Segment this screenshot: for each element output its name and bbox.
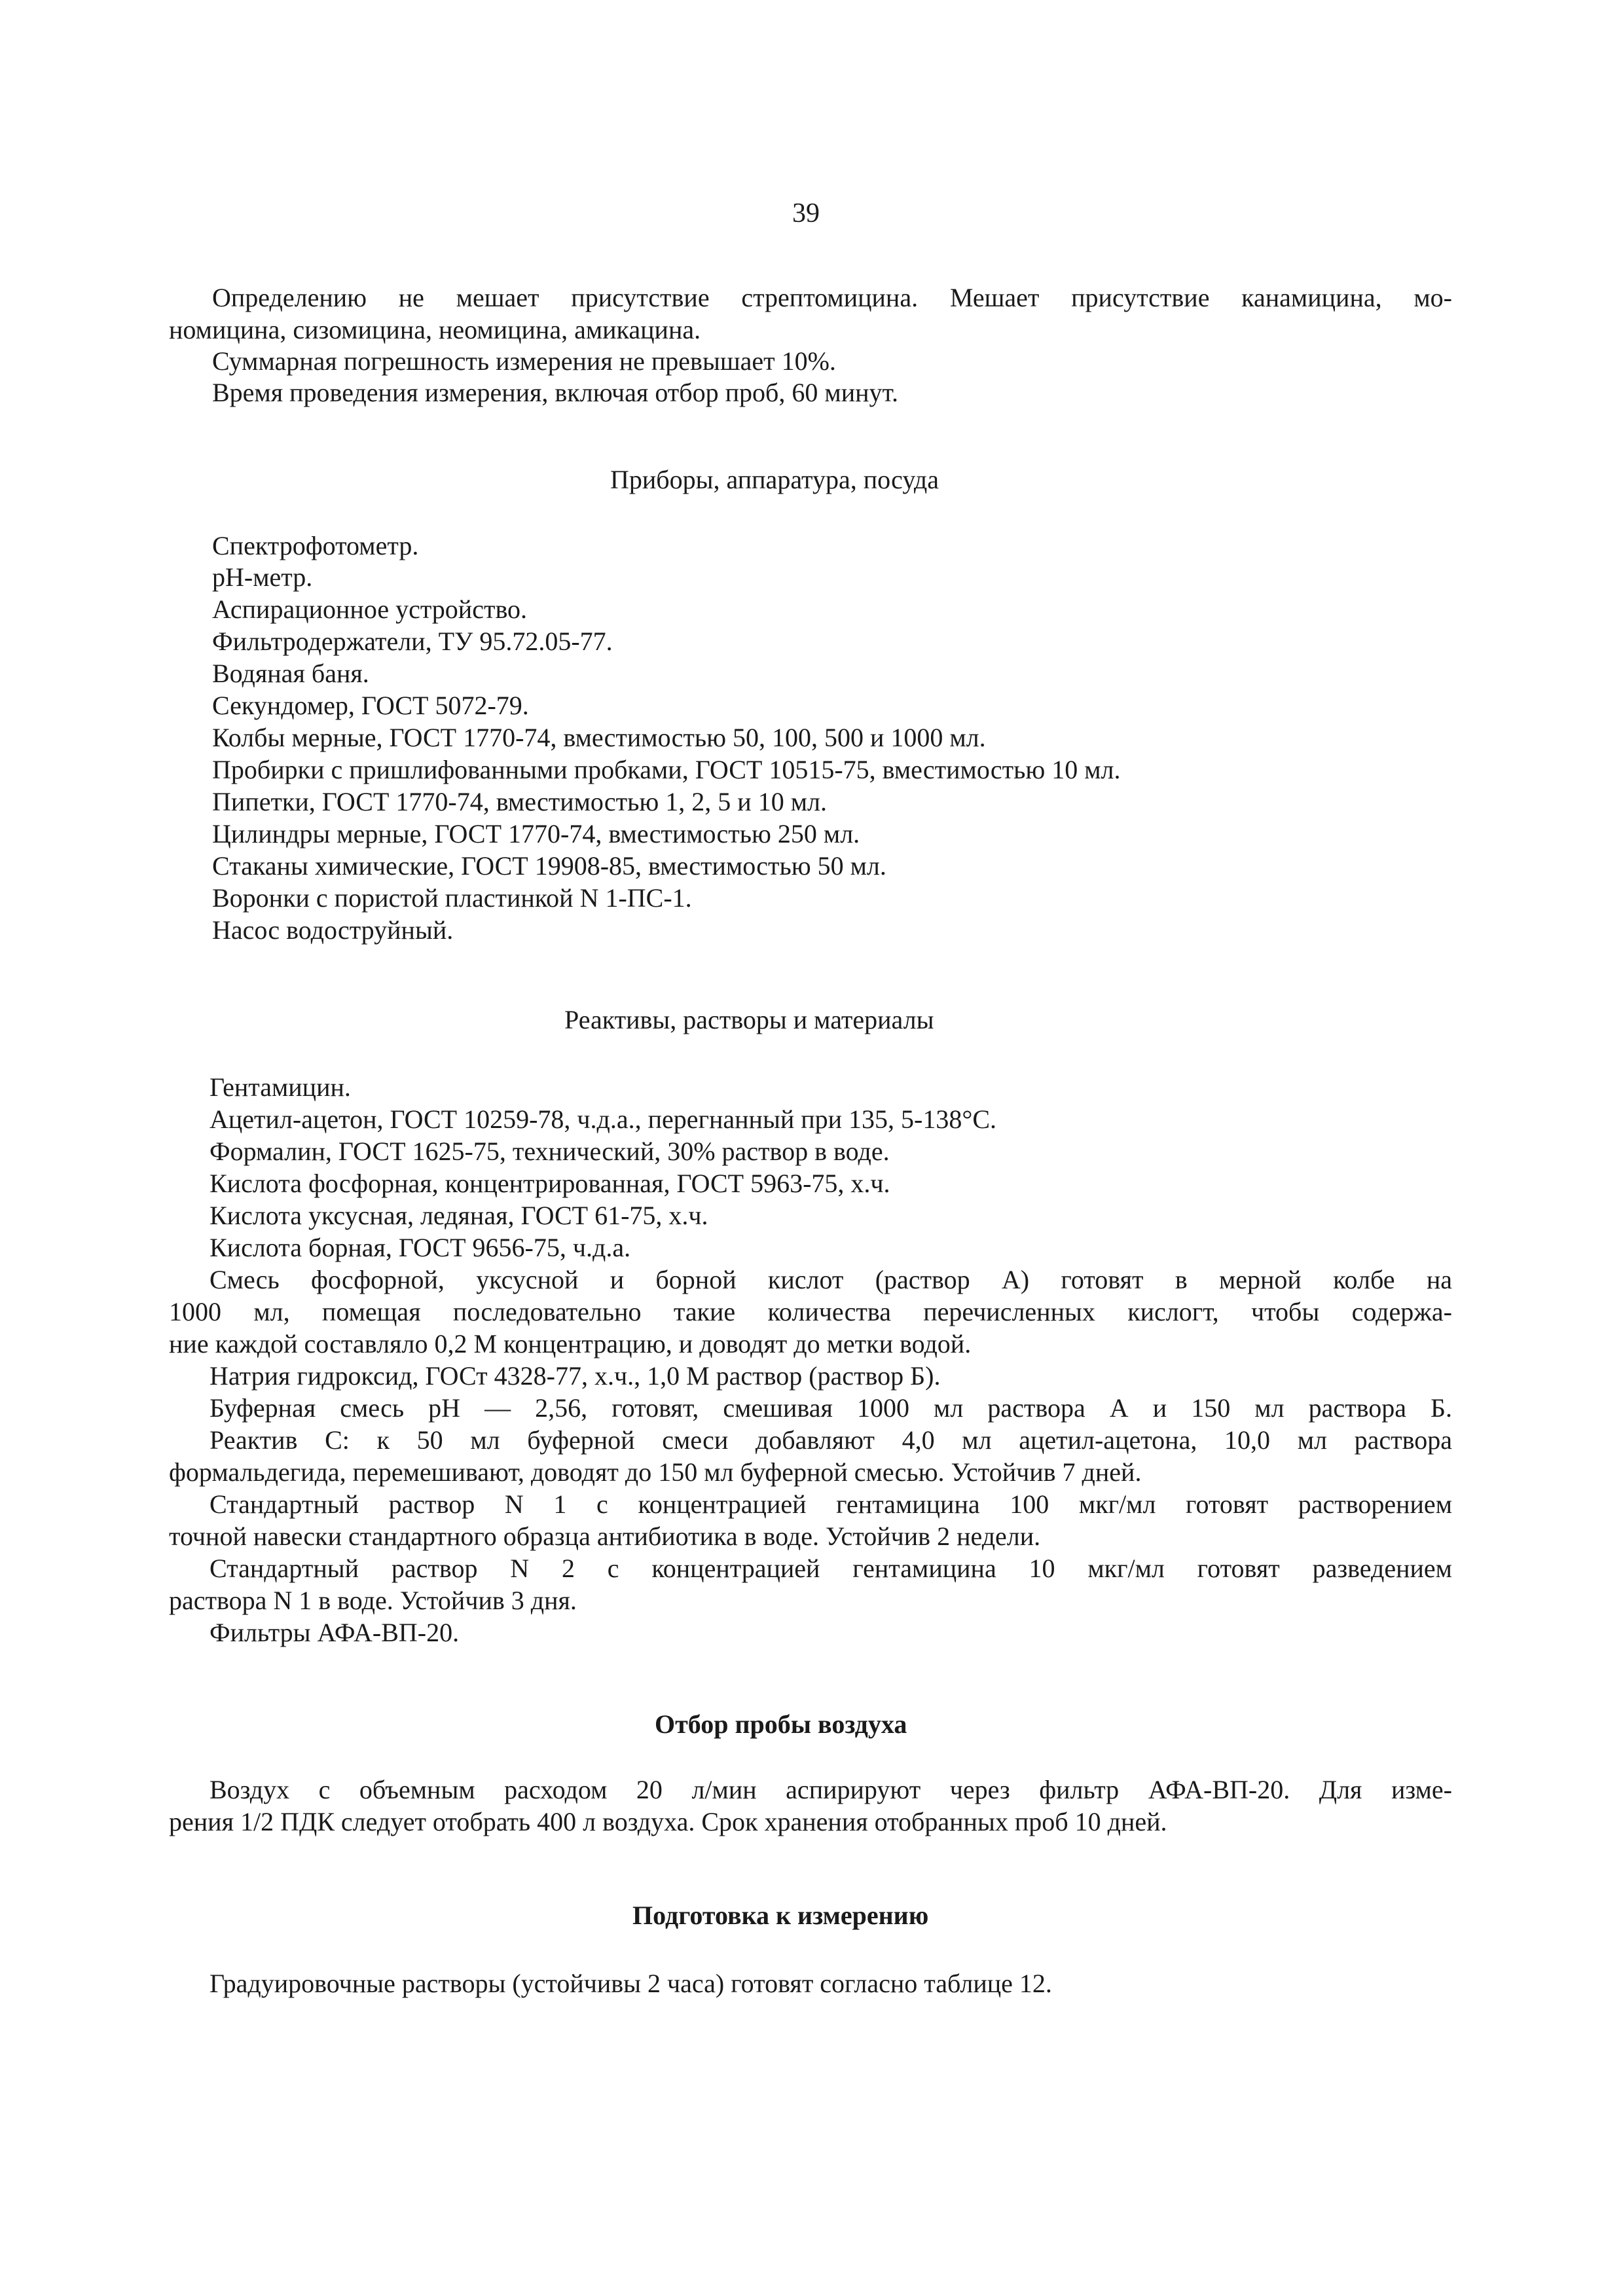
reagent-line: 1000 мл, помещая последовательно такие количества перечисленных кислогт, чтобы содержа-: [169, 1297, 1452, 1326]
reagent-line: Формалин, ГОСТ 1625-75, технический, 30% раствор в воде.: [210, 1137, 890, 1166]
reagent-line: Буферная смесь pH — 2,56, готовят, смешивая 1000 мл раствора А и 150 мл раствора Б.: [210, 1393, 1452, 1423]
section-heading-preparation: Подготовка к измерению: [632, 1901, 929, 1930]
reagent-line: Стандартный раствор N 2 с концентрацией гентамицина 10 мкг/мл готовят разведением: [210, 1554, 1452, 1583]
section-heading-equipment: Приборы, аппаратура, посуда: [610, 465, 939, 494]
reagent-line: Натрия гидроксид, ГОСт 4328-77, х.ч., 1,0 М раствор (раствор Б).: [210, 1361, 941, 1391]
intro-line: Суммарная погрешность измерения не превышает 10%.: [212, 346, 836, 376]
intro-line: номицина, сизомицина, неомицина, амикацина.: [169, 315, 701, 344]
section-heading-reagents: Реактивы, растворы и материалы: [564, 1005, 934, 1034]
reagent-line: Стандартный раствор N 1 с концентрацией гентамицина 100 мкг/мл готовят растворением: [210, 1489, 1452, 1519]
reagent-line: ние каждой составляло 0,2 М концентрацию, и доводят до метки водой.: [169, 1329, 972, 1358]
section-heading-sampling: Отбор пробы воздуха: [655, 1709, 907, 1739]
reagent-line: Гентамицин.: [210, 1072, 351, 1102]
equipment-item: Секундомер, ГОСТ 5072-79.: [212, 691, 529, 720]
reagent-line: точной навески стандартного образца антибиотика в воде. Устойчив 2 недели.: [169, 1522, 1041, 1551]
equipment-item: Пробирки с пришлифованными пробками, ГОСТ 10515-75, вместимостью 10 мл.: [212, 755, 1121, 784]
equipment-item: Цилиндры мерные, ГОСТ 1770-74, вместимостью 250 мл.: [212, 819, 860, 848]
preparation-line: Градуировочные растворы (устойчивы 2 часа) готовят согласно таблице 12.: [210, 1969, 1052, 1998]
reagent-line: Кислота уксусная, ледяная, ГОСТ 61-75, х.ч.: [210, 1201, 708, 1230]
reagent-line: Кислота фосфорная, концентрированная, ГОСТ 5963-75, х.ч.: [210, 1169, 890, 1198]
equipment-item: Фильтродержатели, ТУ 95.72.05-77.: [212, 627, 613, 656]
page-number: 39: [792, 198, 820, 228]
equipment-item: Колбы мерные, ГОСТ 1770-74, вместимостью 50, 100, 500 и 1000 мл.: [212, 723, 986, 752]
reagent-line: Фильтры АФА-ВП-20.: [210, 1618, 460, 1647]
equipment-item: Спектрофотометр.: [212, 531, 419, 560]
reagent-line: Кислота борная, ГОСТ 9656-75, ч.д.а.: [210, 1233, 631, 1262]
sampling-line: рения 1/2 ПДК следует отобрать 400 л воздуха. Срок хранения отобранных проб 10 дней.: [169, 1807, 1167, 1836]
intro-line: Определению не мешает присутствие стрептомицина. Мешает присутствие канамицина, мо-: [212, 283, 1452, 312]
intro-line: Время проведения измерения, включая отбор проб, 60 минут.: [212, 378, 898, 407]
reagent-line: Ацетил-ацетон, ГОСТ 10259-78, ч.д.а., перегнанный при 135, 5-138°С.: [210, 1104, 997, 1134]
reagent-line: формальдегида, перемешивают, доводят до 150 мл буферной смесью. Устойчив 7 дней.: [169, 1457, 1142, 1487]
equipment-item: Пипетки, ГОСТ 1770-74, вместимостью 1, 2, 5 и 10 мл.: [212, 787, 827, 816]
equipment-item: Стаканы химические, ГОСТ 19908-85, вместимостью 50 мл.: [212, 851, 886, 881]
sampling-line: Воздух с объемным расходом 20 л/мин аспирируют через фильтр АФА-ВП-20. Для изме-: [210, 1775, 1452, 1804]
reagent-line: Смесь фосфорной, уксусной и борной кислот (раствор А) готовят в мерной колбе на: [210, 1265, 1452, 1294]
reagent-line: раствора N 1 в воде. Устойчив 3 дня.: [169, 1586, 577, 1615]
equipment-item: Водяная баня.: [212, 659, 369, 688]
equipment-item: Насос водоструйный.: [212, 915, 454, 945]
equipment-item: Аспирационное устройство.: [212, 594, 528, 624]
equipment-item: pH-метр.: [212, 562, 313, 592]
equipment-item: Воронки с пористой пластинкой N 1-ПС-1.: [212, 883, 692, 913]
reagent-line: Реактив С: к 50 мл буферной смеси добавляют 4,0 мл ацетил-ацетона, 10,0 мл раствора: [210, 1425, 1452, 1455]
